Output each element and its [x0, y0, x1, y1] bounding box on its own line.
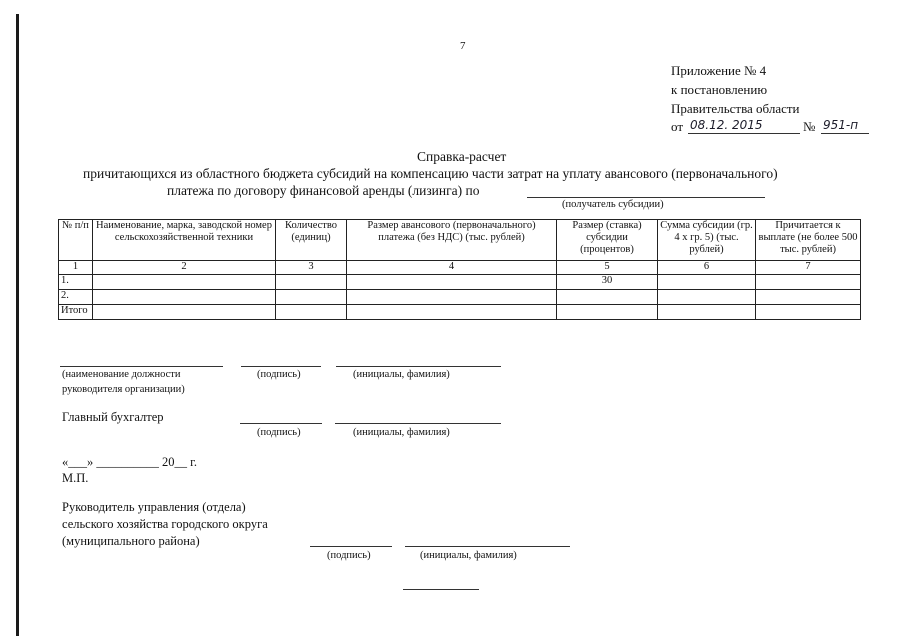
- dept-name-line: [405, 546, 570, 547]
- table-cell: [557, 290, 658, 305]
- col-header-rate: Размер (ставка) субсидии (процентов): [557, 220, 658, 261]
- table-cell: [93, 305, 276, 320]
- head-position-caption: (наименование должности: [62, 369, 181, 380]
- title-line-3: платежа по договору финансовой аренды (лизинга) по: [167, 183, 480, 198]
- document-title: Справка-расчет: [417, 149, 507, 164]
- head-signature-caption: (подпись): [257, 369, 301, 380]
- table-cell: 2.: [59, 290, 93, 305]
- appendix-date-prefix: от: [671, 119, 684, 134]
- seal-mark: М.П.: [62, 471, 89, 485]
- dept-head-line-3: (муниципального района): [62, 534, 200, 548]
- table-header-row: [59, 220, 861, 261]
- binding-edge: [16, 14, 19, 636]
- column-number: 6: [658, 261, 756, 275]
- table-cell: [756, 275, 861, 290]
- recipient-caption: (получатель субсидии): [562, 199, 664, 210]
- column-number: 1: [59, 261, 93, 275]
- head-position-line: [60, 366, 223, 367]
- table-cell: Итого: [59, 305, 93, 320]
- table-cell: 30: [557, 275, 658, 290]
- col-header-number: № п/п: [59, 220, 93, 261]
- appendix-date-underline: [688, 133, 800, 134]
- chief-accountant-label: Главный бухгалтер: [62, 410, 164, 424]
- dept-head-line-2: сельского хозяйства городского округа: [62, 517, 268, 531]
- dept-head-line-1: Руководитель управления (отдела): [62, 500, 246, 514]
- appendix-number-underline: [821, 133, 869, 134]
- column-number-row: [59, 261, 861, 275]
- col-header-payable: Причитается к выплате (не более 500 тыс. рублей): [756, 220, 861, 261]
- appendix-line-2: к постановлению: [671, 82, 768, 97]
- title-line-2: причитающихся из областного бюджета субсидий на компенсацию части затрат на уплату авансового (первоначального): [83, 166, 778, 181]
- accountant-name-line: [335, 423, 501, 424]
- page-number: 7: [460, 40, 466, 52]
- accountant-name-caption: (инициалы, фамилия): [353, 427, 450, 438]
- appendix-number-handwritten: 951-п: [823, 118, 859, 132]
- column-number: 7: [756, 261, 861, 275]
- column-number: 4: [347, 261, 557, 275]
- column-number: 3: [276, 261, 347, 275]
- table-cell: [93, 275, 276, 290]
- table-cell: 1.: [59, 275, 93, 290]
- column-number: 5: [557, 261, 658, 275]
- col-header-quantity: Количество (единиц): [276, 220, 347, 261]
- head-name-line: [336, 366, 501, 367]
- accountant-signature-caption: (подпись): [257, 427, 301, 438]
- appendix-date-handwritten: 08.12. 2015: [690, 118, 763, 132]
- col-header-equipment: Наименование, марка, заводской номер сельскохозяйственной техники: [93, 220, 276, 261]
- head-signature-line: [241, 366, 321, 367]
- table-row: [59, 275, 861, 290]
- table-cell: [347, 275, 557, 290]
- table-cell: [347, 305, 557, 320]
- table-cell: [756, 290, 861, 305]
- subsidy-table: [58, 219, 861, 320]
- column-number: 2: [93, 261, 276, 275]
- table-cell: [557, 305, 658, 320]
- table-cell: [276, 290, 347, 305]
- table-cell: [658, 290, 756, 305]
- table-cell: [658, 305, 756, 320]
- appendix-number-prefix: №: [803, 119, 816, 134]
- table-cell: [276, 305, 347, 320]
- appendix-line-1: Приложение № 4: [671, 63, 767, 78]
- table-total-row: [59, 305, 861, 320]
- date-line: «___» __________ 20__ г.: [62, 455, 197, 469]
- appendix-line-3: Правительства области: [671, 101, 800, 116]
- dept-signature-line: [310, 546, 392, 547]
- table-cell: [347, 290, 557, 305]
- head-position-caption-2: руководителя организации): [62, 384, 185, 395]
- table-cell: [756, 305, 861, 320]
- accountant-signature-line: [240, 423, 322, 424]
- dept-name-caption: (инициалы, фамилия): [420, 550, 517, 561]
- table-cell: [276, 275, 347, 290]
- col-header-subsidy-sum: Сумма субсидии (гр. 4 х гр. 5) (тыс. рублей): [658, 220, 756, 261]
- table-row: [59, 290, 861, 305]
- head-name-caption: (инициалы, фамилия): [353, 369, 450, 380]
- dept-signature-caption: (подпись): [327, 550, 371, 561]
- recipient-blank-line: [527, 197, 765, 198]
- table-cell: [93, 290, 276, 305]
- col-header-payment: Размер авансового (первоначального) платежа (без НДС) (тыс. рублей): [347, 220, 557, 261]
- table-cell: [658, 275, 756, 290]
- bottom-separator: [403, 589, 479, 590]
